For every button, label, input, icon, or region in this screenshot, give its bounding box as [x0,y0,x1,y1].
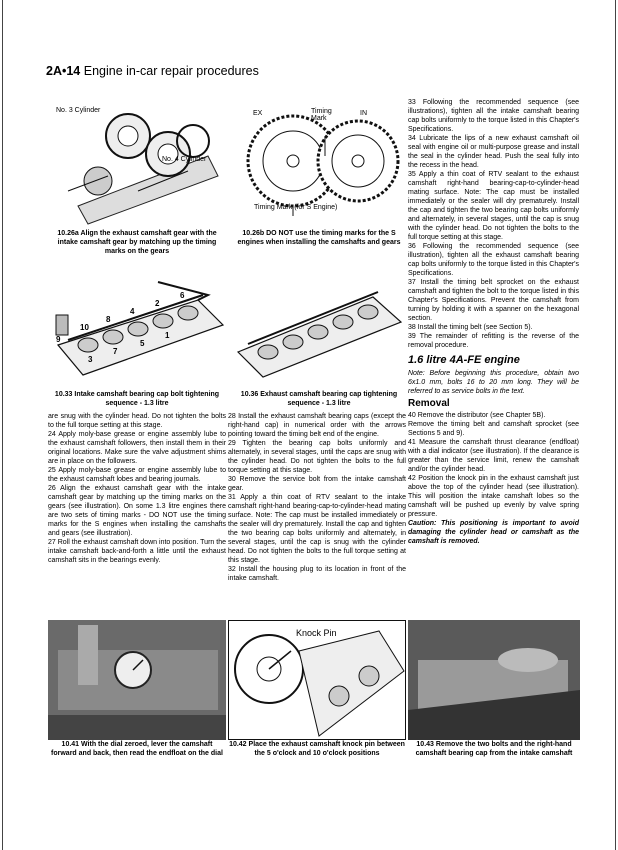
paragraph: 38 Install the timing belt (see Section 5). [408,324,533,331]
caption-10-43: 10.43 Remove the two bolts and the right-hand camshaft bearing cap from the intake camshaft [415,741,573,757]
intake-bearing-cap-sequence-drawing [48,270,228,380]
note: Note: Before beginning this procedure, obtain two 6x1.0 mm, bolts 16 to 20 mm long. They will be referred to as service bolts in the text. [408,370,579,395]
figure-10-36 [233,272,405,382]
paragraph: 24 Apply moly-base grease or engine assembly lube to the exhaust camshaft followers, then install them in their original locations. Make sure the valve adjustment shims are in place on the followers. [48,431,226,465]
figure-10-33 [48,270,228,380]
paragraph: 27 Roll the exhaust camshaft down into position. Turn the intake camshaft back-and-forth a little until the exhaust camshaft sits in the bearings evenly. [48,539,226,564]
sequence-number: 1 [165,331,170,340]
paragraph: 26 Align the exhaust camshaft gear with the intake camshaft gear by matching up the timing marks on the gears (see illustration). On some 1.3 litre engines there are two sets of timing marks - DO NOT use the timing marks for the S engines when installing the camshafts and gears (see illustration). [48,485,226,537]
paragraph: 42 Position the knock pin in the exhaust camshaft just above the top of the cylinder head (see illustration). This will position the intake camshaft lobes so the camshaft will be pushed up evenly by valve spring pressure. [408,475,579,518]
exhaust-bearing-cap-sequence-drawing [233,272,405,382]
page-title: Engine in-car repair procedures [83,64,259,78]
paragraph: are snug with the cylinder head. Do not tighten the bolts to the full torque setting at this stage. [48,413,226,429]
caption-10-26b: 10.26b DO NOT use the timing marks for the S engines when installing the camshafts and gears [237,230,401,246]
label-cylinder-3: No. 3 Cylinder [56,107,101,114]
sequence-number: 9 [56,335,61,344]
sequence-number: 10 [80,323,89,332]
caption-10-26a: 10.26a Align the exhaust camshaft gear with the intake camshaft gear by matching up the timing marks on the gears [57,230,217,255]
caption-10-41: 10.41 With the dial zeroed, lever the camshaft forward and back, then read the endfloat on the dial [51,741,223,757]
label-timing-mark-s-engine: Timing Mark (for S Engine) [254,204,338,211]
caption-10-42: 10.42 Place the exhaust camshaft knock pin between the 5 o'clock and 10 o'clock positions [229,741,405,757]
sequence-number: 2 [155,299,160,308]
knock-pin-drawing [229,621,405,739]
caption-10-33: 10.33 Intake camshaft bearing cap bolt tightening sequence - 1.3 litre [54,391,220,407]
dial-indicator-photo [48,620,226,740]
subheading-removal: Removal [408,398,450,409]
paragraph: 25 Apply moly-base grease or engine assembly lube to the exhaust camshaft lobes and bearing journals. [48,467,226,483]
label-in: IN [360,110,367,117]
sequence-number: 8 [106,315,111,324]
paragraph: 39 The remainder of refitting is the reverse of the removal procedure. [408,333,579,349]
paragraph: Remove the timing belt and camshaft sprocket (see Sections 5 and 9). [408,421,579,437]
paragraph: 32 Install the housing plug to its location in front of the intake camshaft. [228,566,406,582]
paragraph: 35 Apply a thin coat of RTV sealant to the exhaust camshaft right-hand bearing-cap-to-cylinder-head mating surface. Note: The cap must be installed immediately or the sealer will dry prematurely. Install the cap and tighten the two bearing cap bolts uniformly and alternately, in several stages, until the cap is snug with the cylinder head. Do not tighten the bolts to the full torque setting at this stage. [408,171,579,241]
figure-10-42 [228,620,406,740]
paragraph: 40 Remove the distributor (see Chapter 5B). [408,412,546,419]
page-number: 2A•14 [46,64,81,78]
text-column-left [48,412,226,565]
paragraph: 34 Lubricate the lips of a new exhaust camshaft oil seal with engine oil or multi-purpose grease and install the seal in the cylinder head. Push the seal fully into the recess in the head. [408,135,579,169]
paragraph: 33 Following the recommended sequence (see illustrations), tighten all the intake camshaft bearing cap bolts uniformly to the torque listed in this Chapter's Specifications. [408,99,579,133]
photo-10-43 [408,620,580,740]
text-column-middle [228,412,406,583]
paragraph: 41 Measure the camshaft thrust clearance (endfloat) with a dial indicator (see illustration). If the clearance is greater than the service limit, renew the camshaft and/or the cylinder head. [408,439,579,473]
label-cylinder-4: No. 4 Cylinder [162,156,207,163]
paragraph: 28 Install the exhaust camshaft bearing caps (except the right-hand cap) in numerical order with the arrows pointing toward the timing belt end of the engine. [228,413,406,438]
label-knock-pin: Knock Pin [296,628,337,638]
caution: Caution: This positioning is important to avoid damaging the cylinder head or camshaft as the camshaft is removed. [408,520,579,545]
paragraph: 30 Remove the service bolt from the intake camshaft gear. [228,476,406,492]
paragraph: 37 Install the timing belt sprocket on the exhaust camshaft and tighten the bolt to the torque listed in this Chapter's Specifications. Prevent the camshaft from turning by holding it with a spanner on the hexagonal section. [408,279,579,322]
sequence-number: 7 [113,347,118,356]
sequence-number: 3 [88,355,93,364]
paragraph: 36 Following the recommended sequence (see illustration), tighten all the exhaust camshaft bearing cap bolts uniformly to the torque listed in this Chapter's Specifications. [408,243,579,277]
label-timing-mark: Timing Mark [311,108,332,122]
page-header [46,64,259,78]
sequence-number: 5 [140,339,145,348]
bearing-cap-removal-photo [408,620,580,740]
caption-10-36: 10.36 Exhaust camshaft bearing cap tightening sequence - 1.3 litre [240,391,398,407]
paragraph: 29 Tighten the bearing cap bolts uniformly and alternately, in several stages, until the caps are snug with the cylinder head. Do not tighten the bolts to the full torque setting at this stage. [228,440,406,474]
page-border-right [615,0,616,850]
text-column-right [408,98,579,546]
page-border-left [2,0,3,850]
label-ex: EX [253,110,263,117]
photo-10-41 [48,620,226,740]
sequence-number: 4 [130,307,135,316]
paragraph: 31 Apply a thin coat of RTV sealant to the intake camshaft right-hand bearing-cap-to-cylinder-head mating surface. Note: The cap must be installed immediately or the sealer will dry prematurely. Install the cap and tighten the two bearing cap bolts uniformly and alternately, in several stages, until the cap is snug with the cylinder head. Do not tighten the bolts to the full torque setting at this stage. [228,494,406,564]
section-heading: 1.6 litre 4A-FE engine [408,354,520,366]
sequence-number: 6 [180,291,185,300]
